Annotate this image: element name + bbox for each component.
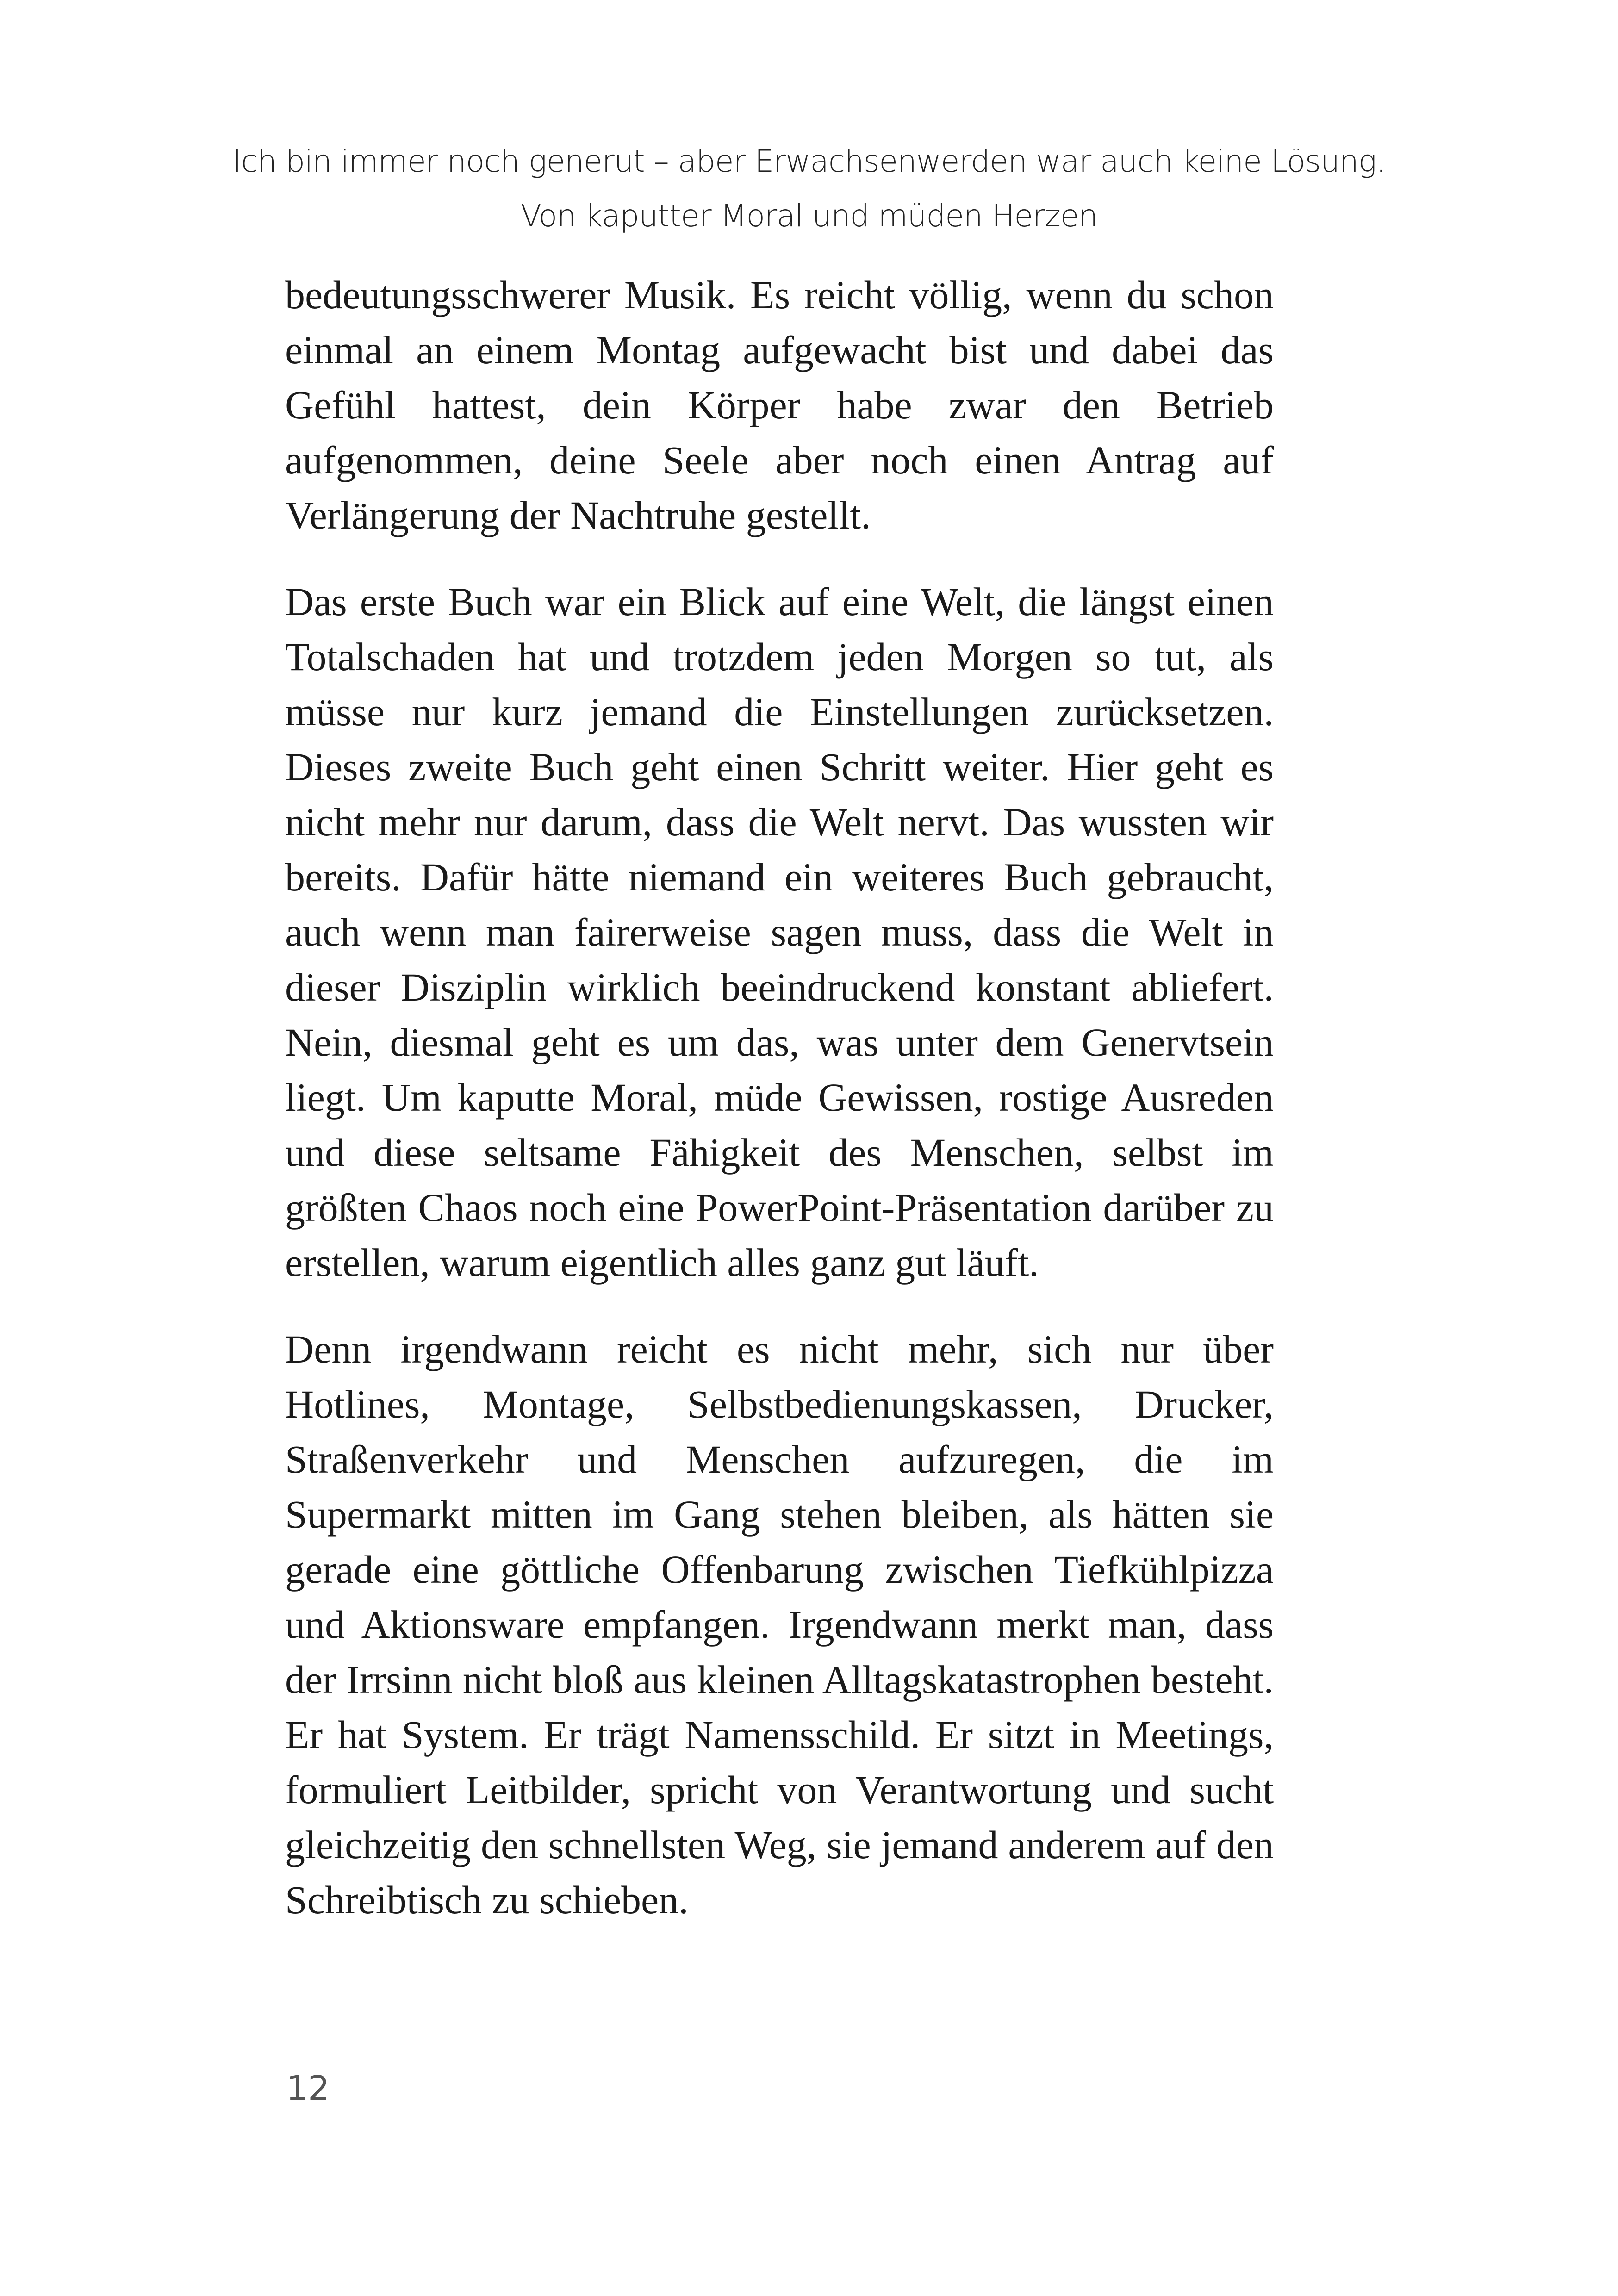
paragraph: Das erste Buch war ein Blick auf eine Welt, die längst einen Totalschaden hat und trotzdem jeden Morgen so tut, als müsse nur kurz jemand die Einstellungen zurücksetzen. Dieses zweite Buch geht einen Schritt weiter. Hier geht es nicht mehr nur darum, dass die Welt nervt. Das wussten wir bereits. Dafür hätte niemand ein weiteres Buch gebraucht, auch wenn man fairerweise sagen muss, dass die Welt in dieser Disziplin wirklich beeindruckend konstant abliefert. Nein, diesmal geht es um das, was unter dem Genervtsein liegt. Um kaputte Moral, müde Gewissen, rostige Ausreden und diese seltsame Fähigkeit des Menschen, selbst im größten Chaos noch eine PowerPoint-Präsentation darüber zu erstellen, warum eigentlich alles ganz gut läuft. — [285, 579, 1274, 1285]
running-header-title: Ich bin immer noch generut – aber Erwachsenwerden war auch keine Lösung. — [232, 143, 1386, 179]
body-text — [285, 268, 1274, 1959]
running-header-subtitle: Von kaputter Moral und müden Herzen — [520, 198, 1098, 234]
running-header — [0, 134, 1618, 243]
paragraph: bedeutungsschwerer Musik. Es reicht völlig, wenn du schon einmal an einem Montag aufgewacht bist und dabei das Gefühl hattest, dein Körper habe zwar den Betrieb aufgenommen, deine Seele aber noch einen Antrag auf Verlängerung der Nachtruhe gestellt. — [285, 273, 1274, 537]
page-number: 12 — [286, 2069, 330, 2109]
paragraph: Denn irgendwann reicht es nicht mehr, sich nur über Hotlines, Montage, Selbstbedienungskassen, Drucker, Straßenverkehr und Menschen aufzuregen, die im Supermarkt mitten im Gang stehen bleiben, als hätten sie gerade eine göttliche Offenbarung zwischen Tiefkühlpizza und Aktionsware empfangen. Irgendwann merkt man, dass der Irrsinn nicht bloß aus kleinen Alltagskatastrophen besteht. Er hat System. Er trägt Namensschild. Er sitzt in Meetings, formuliert Leitbilder, spricht von Verantwortung und sucht gleichzeitig den schnellsten Weg, sie jemand anderem auf den Schreibtisch zu schieben. — [285, 1327, 1274, 1922]
